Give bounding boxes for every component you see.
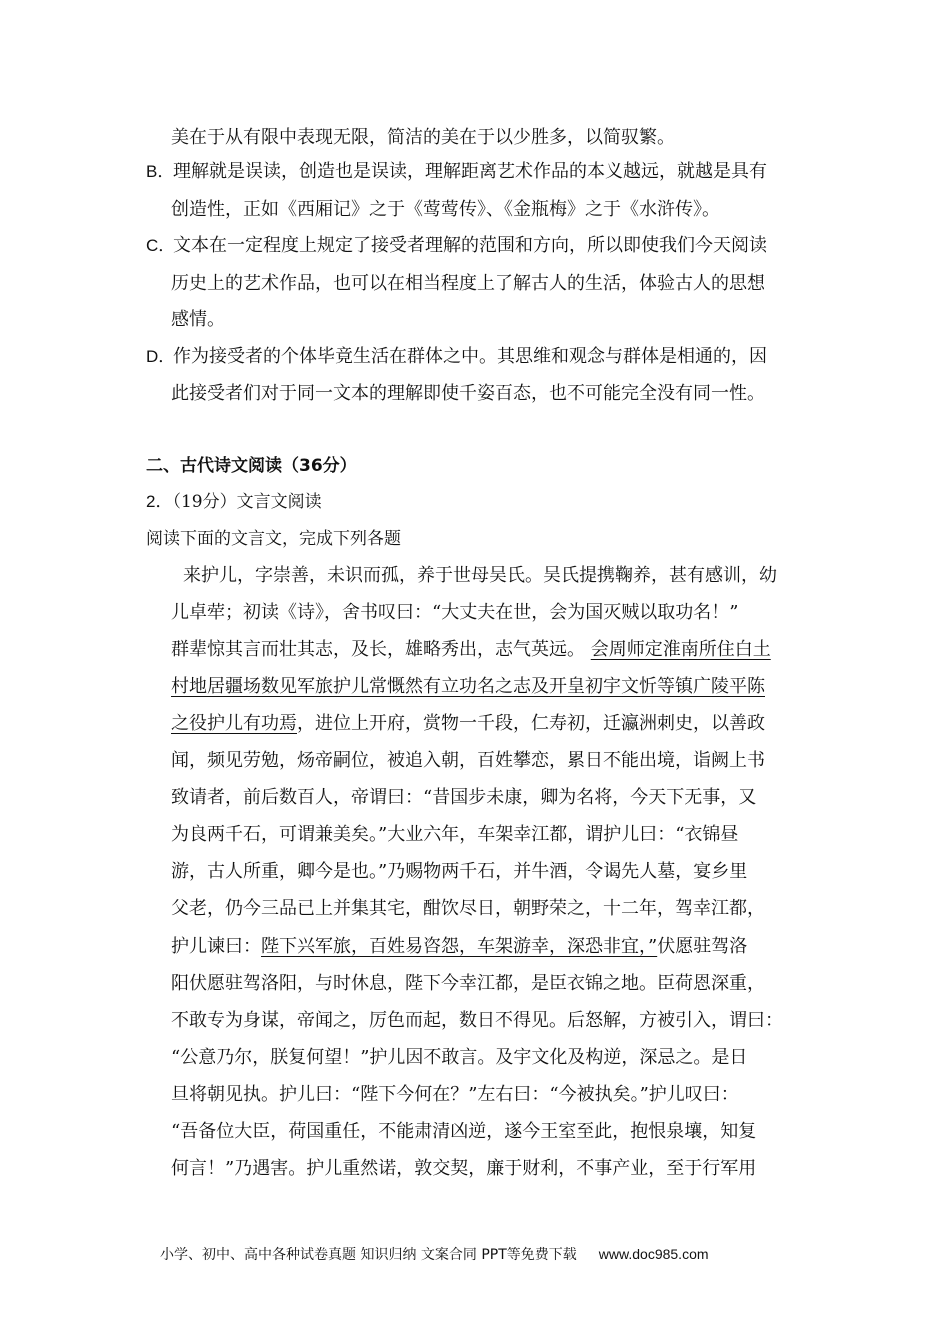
passage-line: 为良两千石，可谓兼美矣。”大业六年，车架幸江都，谓护儿曰：“衣锦昼	[171, 824, 739, 845]
footer-text: 小学、初中、高中各种试卷真题 知识归纳 文案合同 PPT等免费下载	[160, 1247, 577, 1263]
passage-text: ，进位上开府，赏物一千段，仁寿初，迁瀛洲刺史，以善政	[297, 713, 765, 734]
question-header	[146, 490, 322, 514]
option-b-line-1: 理解就是误读，创造也是误读，理解距离艺术作品的本义越远，就越是具有	[173, 161, 767, 182]
option-c-line-2: 历史上的艺术作品，也可以在相当程度上了解古人的生活，体验古人的思想	[171, 273, 765, 294]
option-b-label: B．	[146, 162, 175, 181]
option-d-line-2: 此接受者们对于同一文本的理解即使千姿百态，也不可能完全没有同一性。	[171, 383, 765, 404]
option-c-label: C．	[146, 236, 176, 255]
option-b-line-2: 创造性，正如《西厢记》之于《莺莺传》、《金瓶梅》之于《水浒传》。	[171, 199, 720, 220]
option-d-line-1: 作为接受者的个体毕竟生活在群体之中。其思维和观念与群体是相通的，因	[173, 346, 767, 367]
section-heading: 二、古代诗文阅读（36分）	[146, 456, 357, 476]
footer-link[interactable]: www.doc985.com	[598, 1246, 709, 1262]
passage-line: 阳伏愿驻驾洛阳，与时休息，陛下今幸江都，是臣衣锦之地。臣荷恩深重，	[171, 973, 765, 994]
passage-text: 护儿谏曰：	[171, 936, 261, 957]
underlined-passage: 之役护儿有功焉	[171, 713, 297, 734]
underlined-passage: 会周师定淮南所住白土	[590, 639, 771, 660]
passage-line: “公意乃尔，朕复何望！”护儿因不敢言。及宇文化及构逆，深忌之。是日	[171, 1047, 748, 1068]
instruction-text: 阅读下面的文言文，完成下列各题	[146, 529, 401, 549]
passage-line: 父老，仍今三品已上并集其宅，酣饮尽日，朝野荣之，十二年，驾幸江都，	[171, 898, 765, 919]
passage-line: 旦将朝见执。护儿曰：“陛下今何在？”左右曰：“今被执矣。”护儿叹曰：	[171, 1084, 739, 1105]
passage-line: 闻，频见劳勉，炀帝嗣位，被追入朝，百姓攀恋，累日不能出境，诣阙上书	[171, 750, 765, 771]
question-number: 2．	[146, 492, 173, 511]
underlined-passage: 陛下兴军旅，百姓易咨怨，车架游幸，深恐非宜，”	[261, 936, 658, 957]
option-a-continuation: 美在于从有限中表现无限，简洁的美在于以少胜多，以简驭繁。	[171, 127, 675, 148]
passage-line: 何言！”乃遇害。护儿重然诺，敦交契，廉于财利，不事产业，至于行军用	[171, 1158, 757, 1179]
passage-text: 伏愿驻驾洛	[657, 936, 748, 957]
page-footer	[160, 1244, 709, 1265]
passage-text: 群辈惊其言而壮其志，及长，雄略秀出，志气英远。	[171, 639, 591, 660]
passage-line	[171, 712, 765, 736]
passage-line	[171, 935, 747, 959]
passage-line: “吾备位大臣，荷国重任，不能肃清凶逆，遂今王室至此，抱恨泉壤，知复	[171, 1121, 757, 1142]
passage-line: 儿卓荦；初读《诗》，舍书叹曰：“大丈夫在世，会为国灭贼以取功名！”	[171, 602, 739, 623]
passage-line	[171, 638, 771, 662]
option-c-line-1: 文本在一定程度上规定了接受者理解的范围和方向，所以即使我们今天阅读	[173, 235, 767, 256]
question-title: （19分）文言文阅读	[172, 492, 322, 512]
passage-line: 游，古人所重，卿今是也。”乃赐物两千石，并牛酒，令谒先人墓，宴乡里	[171, 861, 748, 882]
passage-line: 来护儿，字崇善，未识而孤，养于世母吴氏。吴氏提携鞠养，甚有感训，幼	[183, 565, 777, 586]
passage-line: 致请者，前后数百人，帝谓曰：“昔国步未康，卿为名将，今天下无事，又	[171, 787, 757, 808]
underlined-passage: 村地居疆场数见军旅护儿常慨然有立功名之志及开皇初宇文忻等镇广陵平陈	[171, 676, 765, 697]
option-c-line-3: 感情。	[171, 309, 225, 330]
option-d-label: D．	[146, 347, 176, 366]
passage-line: 不敢专为身谋，帝闻之，厉色而起，数日不得见。后怒解，方被引入，谓曰：	[171, 1010, 783, 1031]
